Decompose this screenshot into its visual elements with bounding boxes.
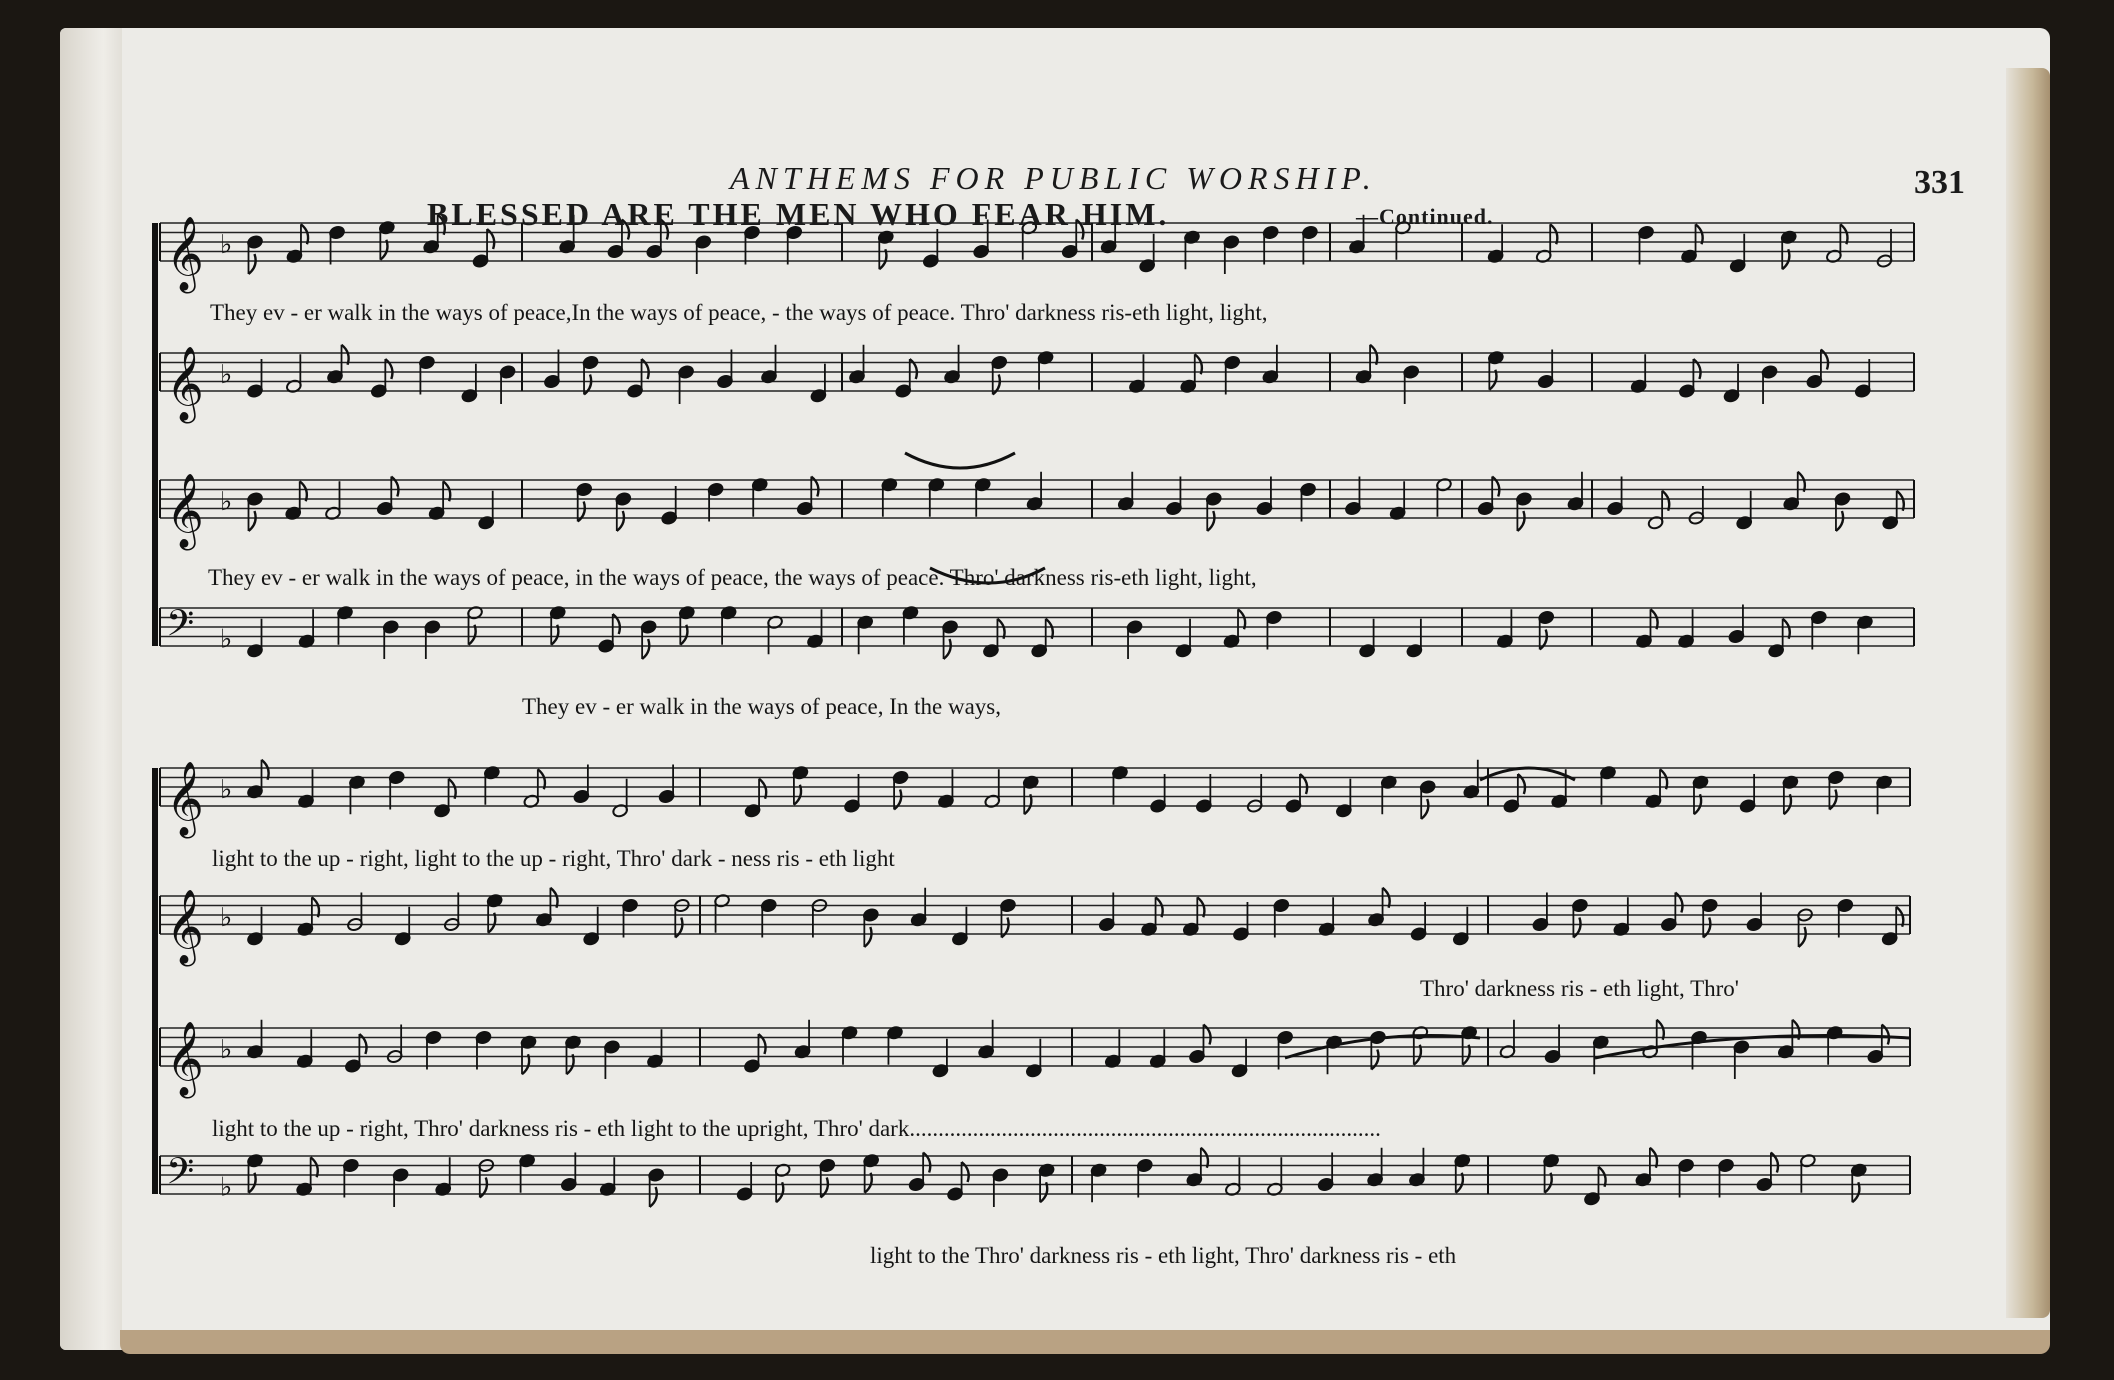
running-head: ANTHEMS FOR PUBLIC WORSHIP. (730, 160, 1377, 196)
page-number: 331 (1914, 164, 1965, 201)
note-flag (650, 1187, 657, 1207)
bass-clef-icon: 𝄢 (166, 1150, 195, 1202)
flat-sign-icon: ♭ (220, 359, 233, 390)
note-flag (1207, 511, 1214, 531)
treble-clef-icon: 𝄞 (166, 762, 204, 836)
flat-sign-icon: ♭ (220, 1034, 233, 1065)
lyrics-system1-bass: They ev - er walk in the ways of peace, In the ways, (522, 694, 1001, 719)
book-page (60, 28, 2050, 1350)
title-continued: —Continued. (1356, 204, 1494, 229)
anthem-title: BLESSED ARE THE MEN WHO FEAR HIM. (427, 196, 1170, 232)
flat-sign-icon: ♭ (220, 624, 233, 655)
book-cover-edge (120, 1330, 2050, 1354)
treble-clef-icon: 𝄞 (166, 347, 204, 421)
note-flag (1421, 799, 1428, 819)
slur (905, 453, 1015, 468)
note-flag (1799, 927, 1806, 947)
note-flag (944, 639, 951, 659)
treble-clef-icon: 𝄞 (166, 217, 204, 291)
lyrics-system2-bass: light to the Thro' darkness ris - eth light, Thro' darkness ris - eth (870, 1243, 1457, 1268)
note-flag (864, 927, 871, 947)
note-flag (249, 254, 256, 274)
lyrics-system1-soprano: They ev - er walk in the ways of peace,In the ways of peace, - the ways of peace. Thro' darkness ris-eth light, light, (210, 300, 1268, 325)
flat-sign-icon: ♭ (220, 902, 233, 933)
note-flag (642, 639, 649, 659)
note-flag (249, 511, 256, 531)
treble-clef-icon: 𝄞 (166, 474, 204, 548)
treble-clef-icon: 𝄞 (166, 1022, 204, 1096)
flat-sign-icon: ♭ (220, 1172, 233, 1203)
note-flag (1836, 511, 1843, 531)
lyrics-system2-soprano: light to the up - right, light to the up - right, Thro' dark - ness ris - eth light (212, 846, 895, 871)
system-bracket (152, 768, 158, 1194)
flat-sign-icon: ♭ (220, 486, 233, 517)
flat-sign-icon: ♭ (220, 774, 233, 805)
lyrics-system2-tenor: Thro' darkness ris - eth light, Thro' (1420, 976, 1739, 1001)
note-flag (617, 511, 624, 531)
flat-sign-icon: ♭ (220, 229, 233, 260)
bass-clef-icon: 𝄢 (166, 602, 195, 654)
system-bracket (152, 223, 158, 646)
lyrics-system2-alto: light to the up - right, Thro' darkness ris - eth light to the upright, Thro' dark.................................................................................. (212, 1116, 1381, 1141)
treble-clef-icon: 𝄞 (166, 890, 204, 964)
note-flag (1517, 511, 1524, 531)
lyrics-system1-alto: They ev - er walk in the ways of peace, in the ways of peace, the ways of peace. Thro' darkness ris-eth light, light, (208, 565, 1257, 590)
